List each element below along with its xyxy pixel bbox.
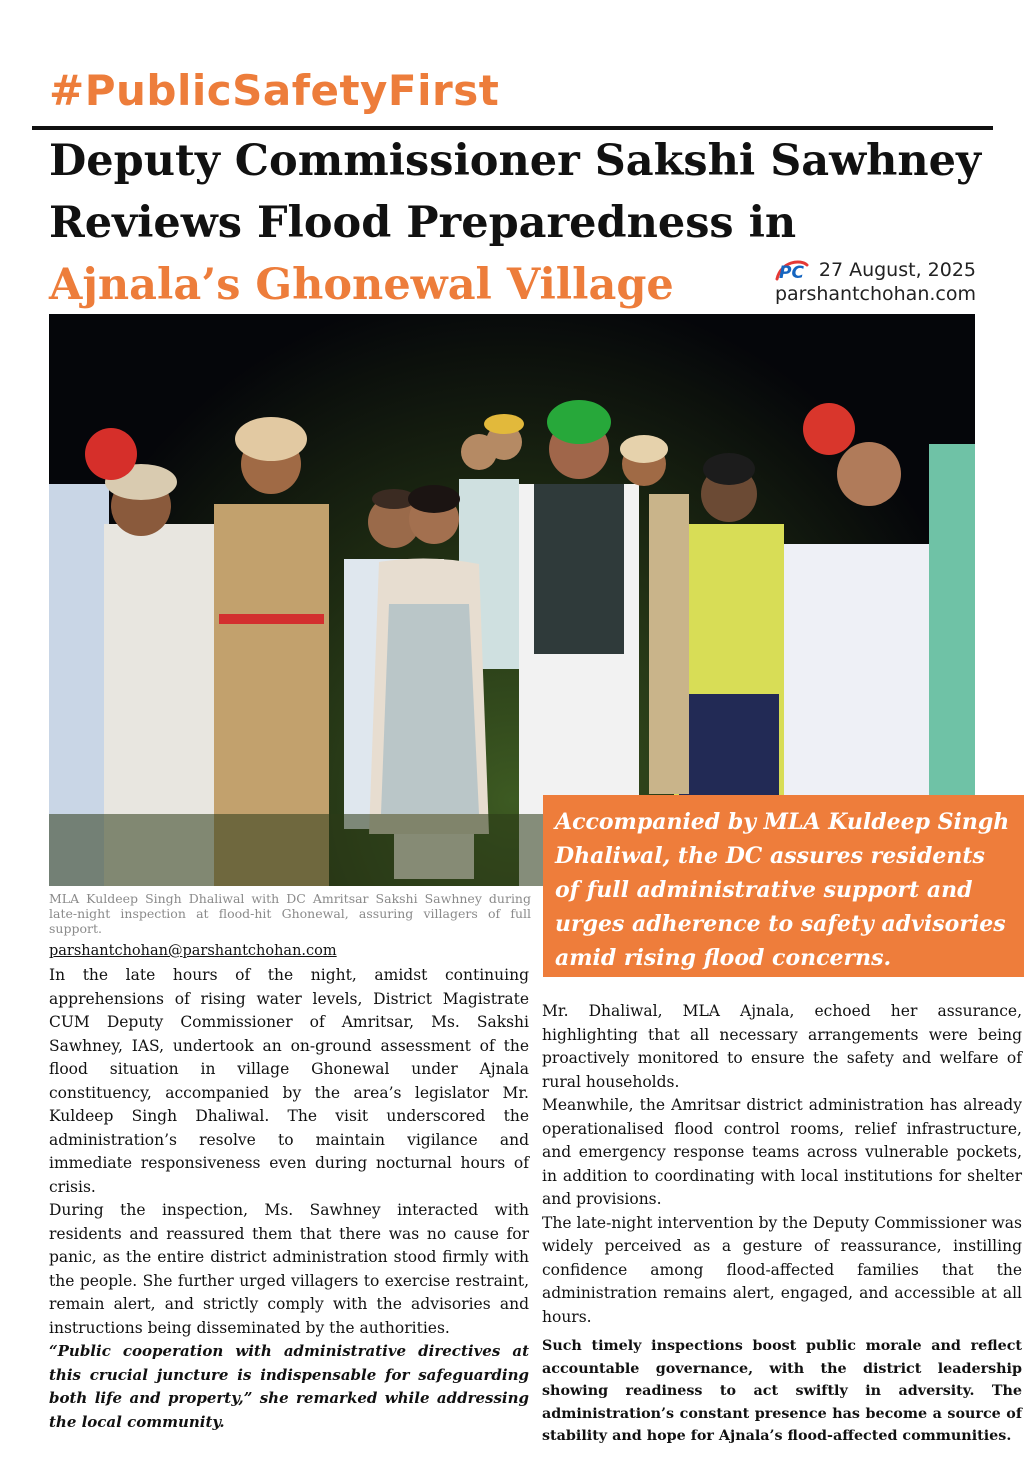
svg-text:PC: PC: [778, 263, 804, 283]
paragraph: In the late hours of the night, amidst continuing apprehensions of rising water levels, District Magistrate CUM Deputy Commissioner of Amritsar, Ms. Sakshi Sawhney, IAS, undertook an on-ground assessment of the flood situation in village Ghonewal under Ajnala constituency, accompanied by the area’s legislator Mr. Kuldeep Singh Dhaliwal. The visit underscored the administration’s resolve to maintain vigilance and immediate responsiveness even during nocturnal hours of crisis.: [49, 966, 529, 1196]
headline-main: Deputy Commissioner Sakshi Sawhney Reviews Flood Preparedness in: [49, 136, 981, 248]
callout-box: [543, 795, 1024, 977]
site-name: parshantchohan.com: [774, 283, 976, 305]
dateline: [771, 257, 976, 306]
pc-logo-icon: [771, 257, 811, 283]
body-column-right: [542, 1000, 1022, 1448]
hashtag-title: #PublicSafetyFirst: [49, 66, 500, 115]
paragraph: During the inspection, Ms. Sawhney interacted with residents and reassured them that there was no cause for panic, as the entire district administration stood firmly with the people. She further urged villagers to exercise restraint, remain alert, and strictly comply with the advisories and instructions being disseminated by the authorities.: [49, 1201, 529, 1337]
paragraph: The late-night intervention by the Deputy Commissioner was widely perceived as a gesture of reassurance, instilling confidence among flood-affected families that the administration remains alert, engaged, and accessible at all hours.: [542, 1213, 1022, 1326]
closing-paragraph: Such timely inspections boost public morale and reflect accountable governance, with the district leadership showing readiness to act swiftly in adversity. The administration’s constant presence has become a source of stability and hope for Ajnala’s flood-affected communities.: [542, 1338, 1022, 1444]
pull-quote: “Public cooperation with administrative directives at this crucial juncture is indispensable for safeguarding both life and property,” she remarked while addressing the local community.: [49, 1342, 529, 1431]
paragraph: Mr. Dhaliwal, MLA Ajnala, echoed her assurance, highlighting that all necessary arrangements were being proactively monitored to ensure the safety and welfare of rural households.: [542, 1002, 1022, 1091]
photo-caption: MLA Kuldeep Singh Dhaliwal with DC Amritsar Sakshi Sawhney during late-night inspection at flood-hit Ghonewal, assuring villagers of full support.: [49, 891, 531, 936]
paragraph: Meanwhile, the Amritsar district administration has already operationalised flood control rooms, relief infrastructure, and emergency response teams across vulnerable pockets, in addition to coordinating with local institutions for shelter and provisions.: [542, 1096, 1022, 1208]
body-column-left: [49, 964, 529, 1434]
callout-text: Accompanied by MLA Kuldeep Singh Dhaliwal, the DC assures residents of full administrative support and urges adherence to safety advisories amid rising flood concerns.: [555, 809, 1010, 971]
publish-date: 27 August, 2025: [818, 258, 976, 281]
headline-accent: Ajnala’s Ghonewal Village: [49, 260, 674, 310]
author-email-link[interactable]: parshantchohan@parshantchohan.com: [49, 943, 337, 959]
